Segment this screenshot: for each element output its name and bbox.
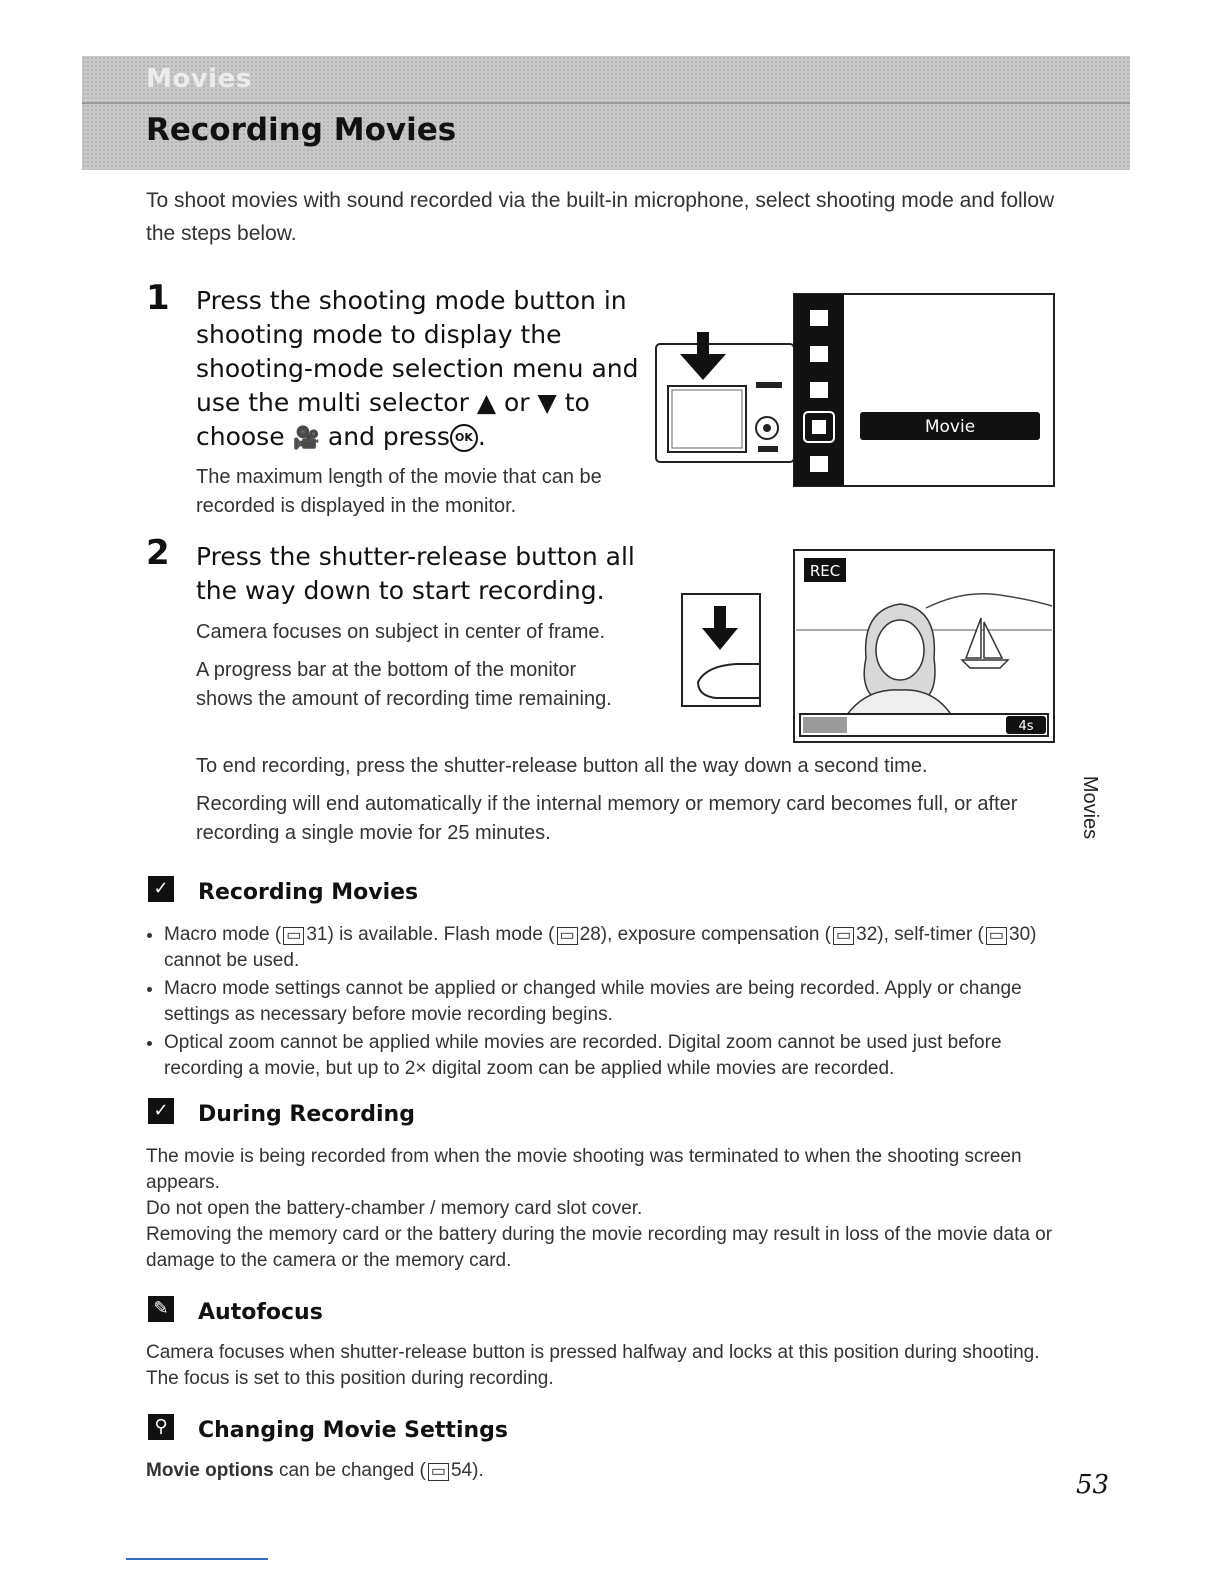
step-1-number: 1	[146, 278, 170, 318]
note-during-line-3: Removing the memory card or the battery during the movie recording may result in loss of the movie data or damage to the camera or the memory card.	[146, 1224, 1053, 1271]
note-recording-bullet-3: • Optical zoom cannot be applied while movies are recorded. Digital zoom cannot be used just before recording a movie, but up to 2× digital zoom can be applied while movies are recorded.	[164, 1030, 1058, 1082]
step-1-body: The maximum length of the movie that can be recorded is displayed in the monitor.	[196, 466, 602, 517]
note-settings-body: Movie options can be changed ( ▭ 54).	[146, 1460, 484, 1481]
note-autofocus-body: Camera focuses when shutter-release button is pressed halfway and locks at this position during shooting. The focus is set to this position during recording.	[146, 1342, 1040, 1389]
note-recording-body	[146, 922, 1058, 1084]
page-title: Recording Movies	[146, 112, 457, 148]
scene-icon	[810, 346, 828, 362]
caution-icon: ✓	[148, 876, 174, 902]
step-2-body-2: A progress bar at the bottom of the monitor shows the amount of recording time remaining.	[196, 659, 612, 710]
footer-rule	[126, 1558, 268, 1560]
side-tab-label: Movies	[1079, 775, 1102, 840]
book-icon: ▭	[428, 1463, 449, 1481]
book-icon: ▭	[986, 927, 1007, 945]
step-1-heading: Press the shooting mode button in shooting mode to display the shooting-mode selection menu and use the multi selector ▲ or ▼ to choose 🎥 and press OK .	[196, 286, 639, 451]
note-during-body	[146, 1144, 1058, 1274]
intro-text: To shoot movies with sound recorded via the built-in microphone, select shooting mode and follow the steps below.	[146, 189, 1055, 245]
header-rule	[82, 102, 1130, 104]
magnifier-note-icon: ⚲	[148, 1414, 174, 1440]
note-during-title: During Recording	[198, 1102, 415, 1127]
note-recording-bullet-1: • Macro mode ( ▭ 31) is available. Flash mode ( ▭ 28), exposure compensation ( ▭ 32), self-timer ( ▭ 30) cannot be used.	[164, 922, 1058, 974]
note-settings-title: Changing Movie Settings	[198, 1418, 508, 1443]
step-2-body-a	[196, 618, 656, 723]
figure-mode-menu	[650, 290, 1060, 490]
time-remaining-label: 4s	[1018, 719, 1034, 734]
up-arrow-icon: ▲	[476, 388, 497, 417]
note-recording-bullet-2: • Macro mode settings cannot be applied or changed while movies are being recorded. Apply or change settings as necessary before movie recording begins.	[164, 976, 1058, 1028]
progress-bar-fill	[803, 717, 847, 733]
step-2-body-1: Camera focuses on subject in center of frame.	[196, 621, 606, 643]
camera-back-illustration	[656, 344, 794, 462]
step-2-body-b	[196, 752, 1056, 857]
menu-movie-label: Movie	[924, 417, 976, 437]
note-autofocus-title: Autofocus	[198, 1300, 323, 1325]
step-2-number: 2	[146, 533, 170, 573]
book-icon: ▭	[557, 927, 578, 945]
page-number: 53	[1076, 1470, 1110, 1500]
note-recording-title: Recording Movies	[198, 880, 419, 905]
auto-mode-icon	[810, 456, 828, 472]
figure-recording	[676, 548, 1060, 748]
rec-label: REC	[809, 562, 841, 580]
ok-button-icon: OK	[450, 424, 478, 452]
book-icon: ▭	[283, 927, 304, 945]
step-2-body-4: Recording will end automatically if the internal memory or memory card becomes full, or after recording a single movie for 25 minutes.	[196, 793, 1018, 844]
book-icon: ▭	[833, 927, 854, 945]
movie-options-link: Movie options	[146, 1460, 274, 1481]
down-arrow-icon: ▼	[537, 388, 557, 417]
step-1-and-press: and press	[327, 422, 450, 451]
step-1-or: or	[504, 388, 530, 417]
movie-mode-icon: 🎥	[292, 426, 320, 451]
section-label: Movies	[146, 64, 252, 94]
caution-icon: ✓	[148, 1098, 174, 1124]
note-during-line-1: The movie is being recorded from when the movie shooting was terminated to when the shooting screen appears.	[146, 1146, 1022, 1193]
step-2-body-3: To end recording, press the shutter-release button all the way down a second time.	[196, 755, 928, 777]
pencil-note-icon: ✎	[148, 1296, 174, 1322]
scene-auto-icon	[810, 310, 828, 326]
movie-glyph	[812, 420, 826, 434]
note-during-line-2: Do not open the battery-chamber / memory card slot cover.	[146, 1198, 643, 1219]
step-1-to-choose: to choose	[196, 388, 590, 451]
shutter-press-illustration	[682, 594, 760, 706]
step-1-heading-text: Press the shooting mode button in shooting mode to display the shooting-mode selection menu and use the multi selector	[196, 286, 639, 417]
step-2-heading: Press the shutter-release button all the way down to start recording.	[196, 542, 635, 605]
portrait-icon	[810, 382, 828, 398]
